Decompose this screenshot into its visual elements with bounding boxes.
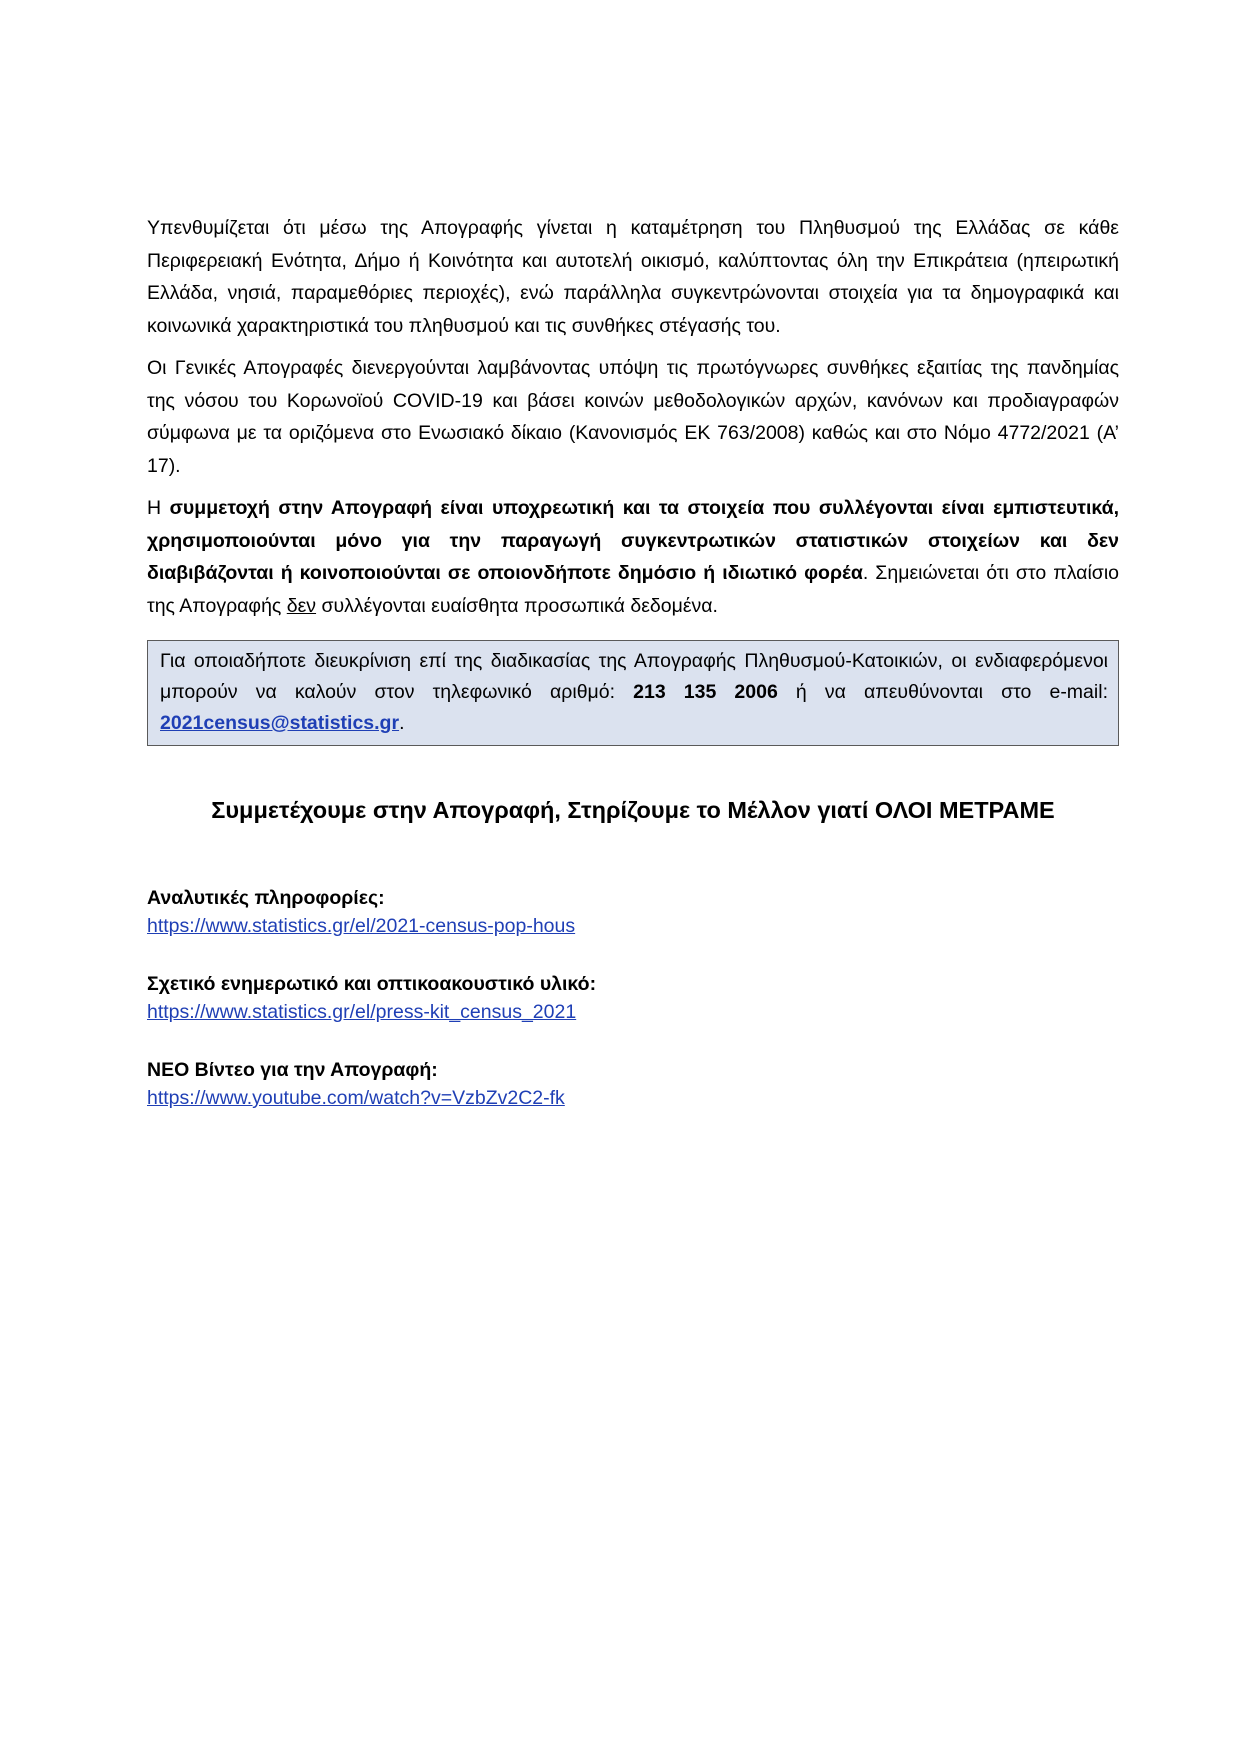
- email-link[interactable]: 2021census@statistics.gr: [160, 712, 400, 734]
- link-block-video: [147, 1056, 1119, 1112]
- info-text-before-phone: Για οποιαδήποτε διευκρίνιση επί της διαδικασίας της Απογραφής Πληθυσμού-Κατοικιών, οι ενδιαφερόμενοι μπορούν να καλούν στον τηλεφωνικό αριθμό:: [160, 650, 1108, 703]
- link-details-url[interactable]: https://www.statistics.gr/el/2021-census-pop-hous: [147, 915, 576, 937]
- contact-info-box: [147, 640, 1119, 746]
- paragraph-suffix: συλλέγονται ευαίσθητα προσωπικά δεδομένα.: [316, 594, 718, 617]
- mandatory-statement: συμμετοχή στην Απογραφή είναι υποχρεωτική και τα στοιχεία που συλλέγονται είναι εμπιστευτικά, χρησιμοποιούνται μόνο για την παραγωγή συγκεντρωτικών στατιστικών στοιχείων και δεν διαβιβάζονται ή κοινοποιούνται σε οποιονδήποτε δημόσιο ή ιδιωτικό φορέα: [147, 497, 1120, 584]
- link-block-details: [147, 884, 1119, 940]
- info-text-end: .: [399, 712, 405, 734]
- paragraph-middle: . Σημειώνεται ότι στο πλαίσιο της Απογραφής: [147, 562, 1119, 617]
- paragraph-census-purpose: Υπενθυμίζεται ότι μέσω της Απογραφής γίνεται η καταμέτρηση του Πληθυσμού της Ελλάδας σε κάθε Περιφερειακή Ενότητα, Δήμο ή Κοινότητα και αυτοτελή οικισμό, καλύπτοντας όλη την Επικράτεια (ηπειρωτική Ελλάδα, νησιά, παραμεθόριες περιοχές), ενώ παράλληλα συγκεντρώνονται στοιχεία για τα δημογραφικά και κοινωνικά χαρακτηριστικά του πληθυσμού και τις συνθήκες στέγασής του.: [147, 217, 1119, 337]
- underlined-word: δεν: [286, 594, 317, 617]
- link-video-url[interactable]: https://www.youtube.com/watch?v=VzbZv2C2-fk: [147, 1087, 565, 1109]
- link-title-details: Αναλυτικές πληροφορίες:: [147, 887, 385, 909]
- info-text-after-phone: ή να απευθύνονται στο e-mail:: [777, 681, 1108, 703]
- paragraph-prefix: Η: [147, 497, 170, 519]
- link-title-video: ΝΕΟ Βίντεο για την Απογραφή:: [147, 1059, 438, 1081]
- links-section: [147, 884, 1119, 1112]
- paragraph-participation-mandatory: [147, 492, 1119, 622]
- document-page: [147, 212, 1119, 1142]
- paragraph-census-conditions: Οι Γενικές Απογραφές διενεργούνται λαμβάνοντας υπόψη τις πρωτόγνωρες συνθήκες εξαιτίας της πανδημίας της νόσου του Κορωνοϊού COVID-19 και βάσει κοινών μεθοδολογικών αρχών, κανόνων και προδιαγραφών σύμφωνα με τα οριζόμενα στο Ενωσιακό δίκαιο (Κανονισμός ΕΚ 763/2008) καθώς και στο Νόμο 4772/2021 (Α’ 17).: [147, 357, 1119, 477]
- link-press-kit-url[interactable]: https://www.statistics.gr/el/press-kit_census_2021: [147, 1001, 577, 1023]
- phone-number: 213 135 2006: [633, 681, 778, 703]
- link-block-press-kit: [147, 970, 1119, 1026]
- link-title-press-kit: Σχετικό ενημερωτικό και οπτικοακουστικό υλικό:: [147, 973, 597, 995]
- census-slogan: Συμμετέχουμε στην Απογραφή, Στηρίζουμε το Μέλλον γιατί ΟΛΟΙ ΜΕΤΡΑΜΕ: [211, 797, 1055, 823]
